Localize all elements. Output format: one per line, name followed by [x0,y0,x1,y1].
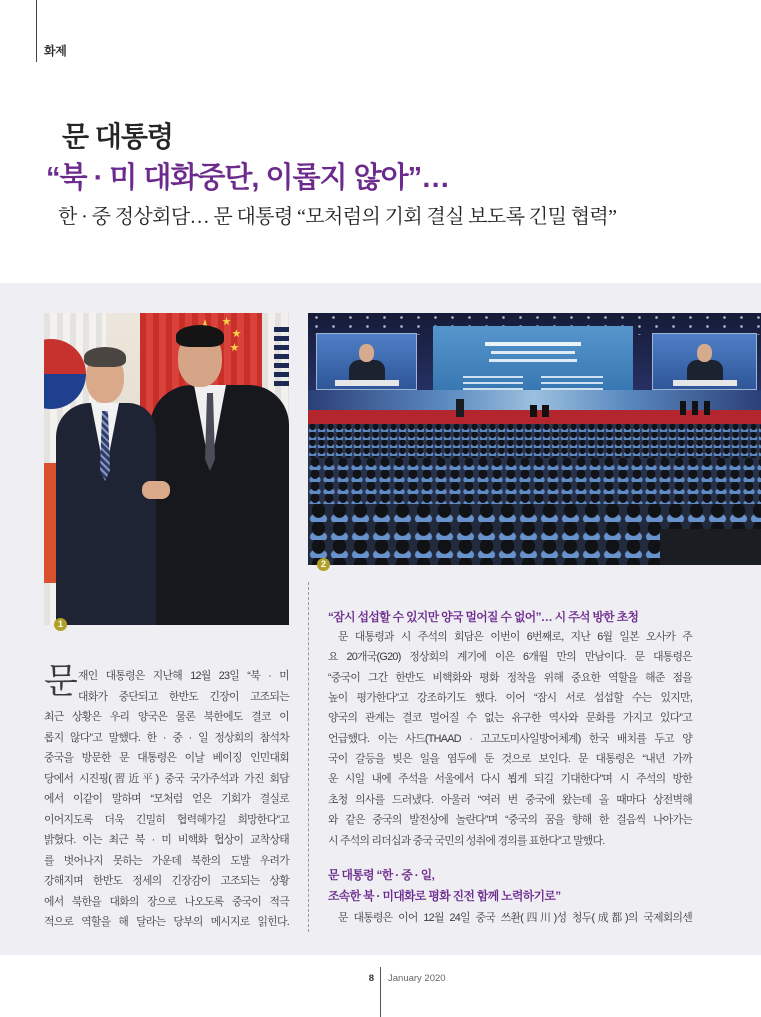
screen-desk [673,380,737,386]
person-right-hair [176,325,224,347]
body-text-line: 적으로 역할을 해 달라는 당부의 메시지로 읽힌다. [44,916,289,928]
screen-text-block [485,342,581,346]
footer-rule [380,967,381,1017]
audience-far [308,424,761,458]
flag-trigram [274,327,289,387]
body-text-line: 국이 갈등을 빚은 일을 염두에 둔 것으로 보인다. 문 대통령은 “내년 가까 [328,753,692,766]
photo-conference-hall [308,313,761,565]
body-text-line: 요 20개국(G20) 정상회의 계기에 이은 6개월 만의 만남이다. 문 대통령은 [328,651,692,664]
issue-date: January 2020 [388,973,446,984]
subheading: “잠시 섭섭할 수 있지만 양국 멀어질 수 없어”… 시 주석 방한 초청 [328,610,639,624]
body-text-line: 운 시일 내에 주석을 서울에서 다시 뵙게 되길 기대한다”며 시 주석의 방한 [328,773,692,786]
body-text-line: 재인 대통령은 지난해 12월 23일 “북 · 미 [78,670,289,682]
screen-text-block [489,359,577,362]
right-column [328,600,692,935]
body-text-line: 언급했다. 이는 사드(THAAD · 고고도미사일방어체계) 한국 배치를 두고 양 [328,732,692,745]
headline-subtitle: 한 · 중 정상회담… 문 대통령 “모처럼의 기회 결실 보도록 긴밀 협력” [58,206,617,228]
body-text-line: 최근 상황은 우리 양국은 물론 북한에도 결코 이 [44,711,289,723]
screen-text-block [463,382,523,384]
screen-right [652,333,757,390]
body-text-line: 문 대통령과 시 주석의 회담은 이번이 6번째로, 지난 6월 일본 오사카 주 [338,631,692,643]
body-text-line: 문 대통령은 이어 12월 24일 중국 쓰촨(四川)성 청두(成都)의 국제회의센 [338,912,692,924]
screen-person-head [359,344,374,362]
audience-middle [308,458,761,504]
stage-figure [680,401,686,415]
body-text-line: 밝혔다. 이는 최근 북 · 미 비핵화 협상이 교착상태 [44,834,289,846]
body-text-line: 와 같은 중국의 발전상에 놀란다”며 “중국의 꿈을 향해 한 걸음씩 나아가는 [328,814,692,827]
headline-title: 문 대통령 [62,121,173,152]
body-text-line: 높이 평가한다”고 강조하기도 했다. 이어 “잠시 서로 섭섭할 수는 있지만, [328,692,692,705]
handshake-hands [142,481,170,499]
body-text-line: 초청 의사를 드러냈다. 아울러 “여러 번 중국에 왔는데 올 때마다 상전벽해 [328,793,692,806]
photo-number-badge: 1 [54,618,67,631]
body-text-line: 에서 북한을 대화의 장으로 나오도록 중국이 적극 [44,895,289,908]
screen-text-block [463,376,523,378]
drop-cap: 문 [44,662,78,701]
screen-text-block [541,376,603,378]
podium [456,399,464,417]
stage-figure [530,405,537,417]
body-text-line: 대화가 중단되고 한반도 긴장이 고조되는 [78,690,289,703]
subheading: 조속한 북 · 미대화로 평화 진전 함께 노력하기로” [328,889,561,903]
stage-figure [692,401,698,415]
photo-handshake [44,313,289,625]
body-text-line: 중국을 방문한 문 대통령은 이날 베이징 인민대회 [44,752,289,764]
screen-desk [335,380,399,386]
body-text-line: 이어지도록 더욱 긴밀히 협력해가길 희망한다”고 [44,813,289,826]
page-number: 8 [368,973,374,984]
screen-person-head [697,344,712,362]
table-foreground [660,529,761,565]
body-text-line: 에서 이같이 말하며 “모처럼 얻은 기회가 결실로 [44,793,289,805]
body-text-line: “중국이 그간 한반도 비핵화와 평화 정착을 위해 중요한 역할을 해준 점을 [328,671,692,684]
person-left-hair [84,347,126,367]
stage-figure [704,401,710,415]
body-text-line: 시 주석의 리더십과 중국 국민의 성취에 경의를 표한다”고 말했다. [328,834,605,847]
section-rule [36,0,37,62]
column-divider [308,582,309,932]
person-right-suit [150,385,289,625]
section-label: 화제 [44,44,67,58]
body-text-line: 양국의 관계는 결코 멀어질 수 없는 유구한 역사와 문화를 가지고 있다”고 [328,712,692,725]
body-text-line: 당에서 시진핑(習近平) 중국 국가주석과 가진 회담 [44,772,289,785]
body-text-line: 강해지며 한반도 정세의 긴장감이 고조되는 상황 [44,875,289,887]
screen-text-block [541,382,603,384]
screen-text-block [491,351,575,354]
stage-figure [542,405,549,417]
left-column [44,660,289,940]
body-text-line: 를 벗어나지 못하는 가운데 북한의 도발 우려가 [44,854,289,867]
body-text-line: 롭지 않다”고 말했다. 한 · 중 · 일 정상회의 참석차 [44,731,289,744]
screen-left [316,333,417,390]
headline-quote: “북 · 미 대화중단, 이롭지 않아”… [46,162,450,194]
subheading: 문 대통령 “한 · 중 · 일, [328,868,435,882]
photo-number-badge: 2 [317,558,330,571]
